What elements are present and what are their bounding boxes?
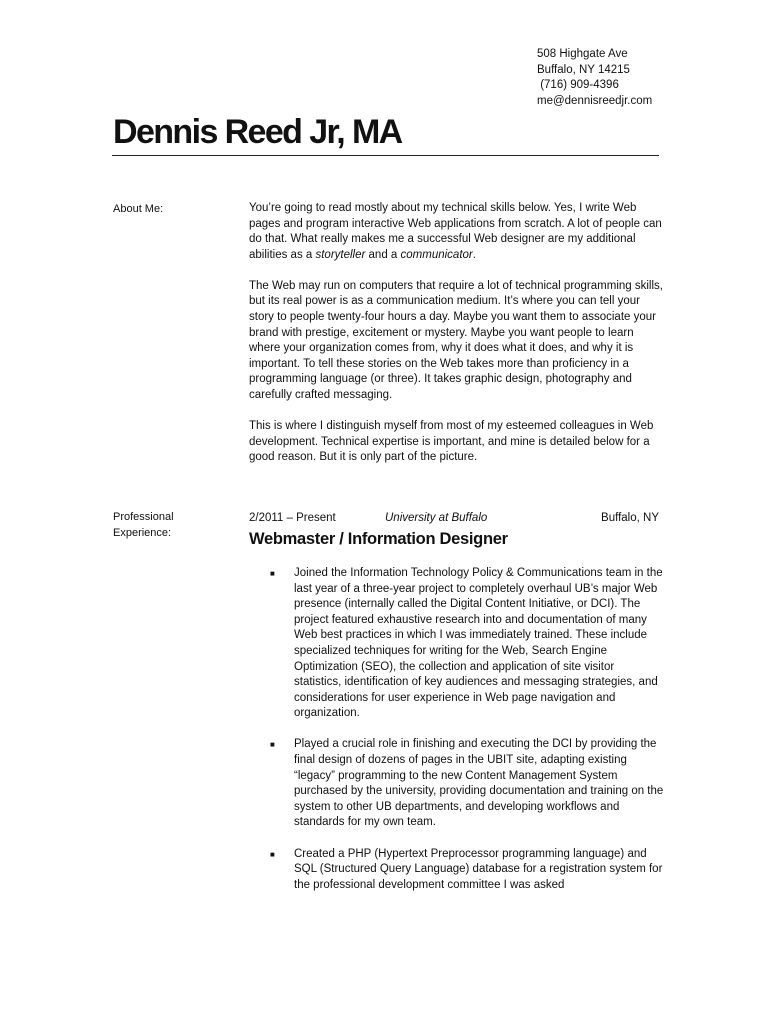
- job-bullet: [249, 847, 664, 894]
- resume-name: Dennis Reed Jr, MA: [113, 113, 402, 151]
- contact-city: Buffalo, NY 14215: [537, 63, 630, 76]
- about-p1-text-b: and a: [365, 248, 401, 261]
- square-bullet-icon: ■: [270, 740, 275, 750]
- about-label: About Me:: [113, 203, 164, 215]
- job-bullet-text: Created a PHP (Hypertext Preprocessor programming language) and SQL (Structured Query Language) database for a registration system for the professional development committee I was asked: [294, 847, 663, 891]
- job-bullet: [249, 566, 664, 722]
- job-header: [249, 510, 659, 526]
- job-dates: 2/2011 – Present: [249, 512, 336, 524]
- contact-block: [537, 47, 652, 109]
- about-paragraph-2: The Web may run on computers that require a lot of technical programming skills, but its real power is as a communication medium. It’s where you can tell your story to people twenty-four hours a day. Maybe you want them to associate your brand with prestige, excitement or mystery. Maybe you want people to learn where your organization comes from, why it does what it does, and why it is important. To tell these stories on the Web takes more than proficiency in a programming language (or three). It takes graphic design, photography and carefully crafted messaging.: [249, 279, 663, 402]
- contact-street: 508 Highgate Ave: [537, 48, 628, 60]
- job-bullet-text: Joined the Information Technology Policy & Communications team in the last year of a three-year project to completely overhaul UB’s major Web presence (internally called the Digital Content Initiative, or DCI). The project featured exhaustive research into and documentation of many Web best practices in which I was immediately trained. These include specialized techniques for writing for the Web, Search Engine Optimization (SEO), the collection and application of site visitor statistics, identification of key audiences and messaging strategies, and considerations for user experience in Web page navigation and organization.: [294, 567, 663, 720]
- job-bullet-text: Played a crucial role in finishing and executing the DCI by providing the final design of dozens of pages in the UBIT site, adapting existing “legacy” programming to the new Content Management System purchased by the university, providing documentation and training on the system to other UB departments, and developing workflows and standards for my own team.: [294, 738, 664, 829]
- about-paragraph-1: [249, 201, 664, 263]
- square-bullet-icon: ■: [270, 849, 275, 859]
- header-divider: [112, 155, 659, 156]
- job-organization: University at Buffalo: [385, 512, 488, 524]
- about-section: [249, 201, 664, 481]
- job-bullet: [249, 737, 664, 831]
- contact-phone: (716) 909-4396: [537, 79, 619, 91]
- job-title: Webmaster / Information Designer: [249, 530, 508, 548]
- about-p1-text-a: You’re going to read mostly about my technical skills below. Yes, I write Web pages and program interactive Web applications from scratch. A lot of people can do that. What really makes me a successful Web designer are my additional abilities as a: [249, 202, 662, 261]
- about-p1-emphasis-storyteller: storyteller: [315, 248, 366, 261]
- about-paragraph-3: This is where I distinguish myself from most of my esteemed colleagues in Web development. Technical expertise is important, and mine is detailed below for a good reason. But it is only part of the picture.: [249, 420, 654, 464]
- about-p1-emphasis-communicator: communicator: [400, 248, 473, 261]
- about-p1-text-c: .: [472, 248, 476, 261]
- job-bullet-list: [249, 566, 664, 909]
- contact-email: me@dennisreedjr.com: [537, 94, 653, 107]
- experience-label: Professional Experience:: [113, 511, 174, 539]
- square-bullet-icon: ■: [270, 569, 275, 578]
- job-location: Buffalo, NY: [601, 512, 659, 524]
